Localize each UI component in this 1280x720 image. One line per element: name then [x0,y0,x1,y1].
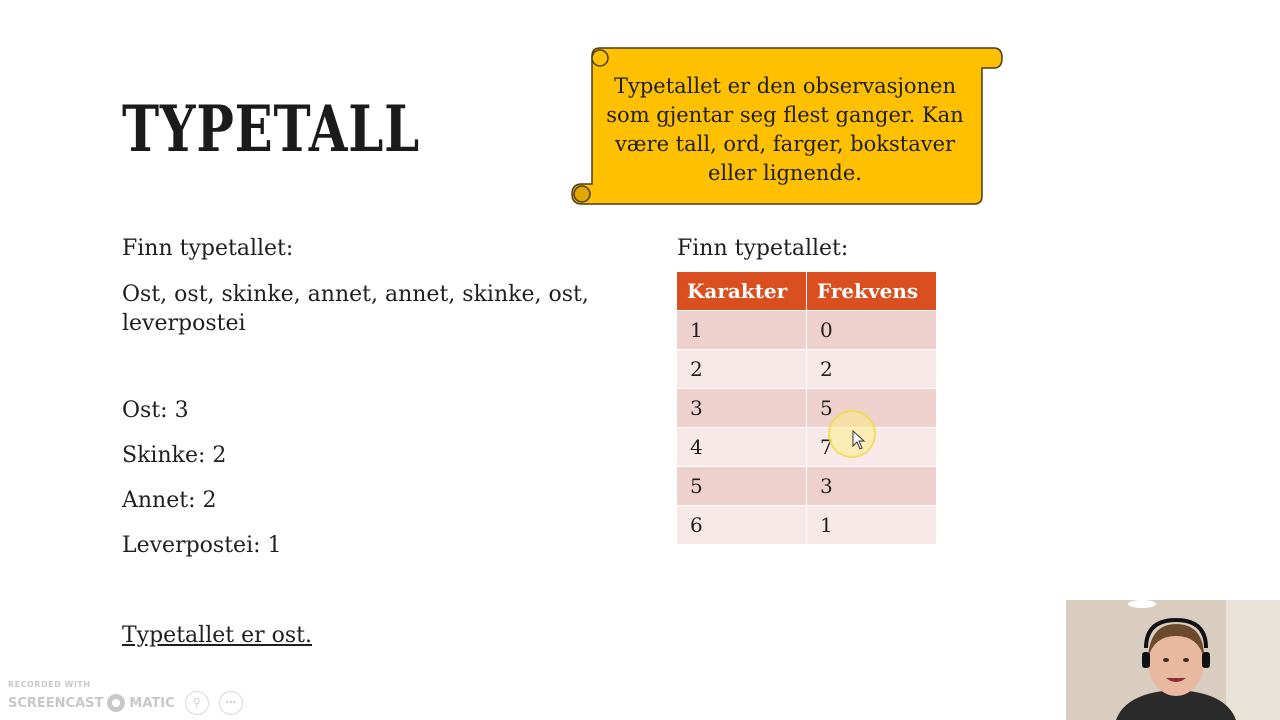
table-row [677,467,937,506]
observation-list: Ost, ost, skinke, annet, annet, skinke, ost, leverpostei [122,282,589,336]
left-heading: Finn typetallet: [122,236,294,261]
table-row [677,389,937,428]
header-karakter: Karakter [677,272,807,311]
table-cell: 1 [677,311,807,350]
slide-title: TYPETALL [122,92,420,167]
table-row [677,350,937,389]
table-cell: 5 [677,467,807,506]
table-cell: 5 [807,389,937,428]
count-leverpostei: Leverpostei: 1 [122,533,282,558]
more-options-icon[interactable]: ⋯ [219,691,243,715]
watermark-caption: RECORDED WITH [8,680,91,689]
count-skinke: Skinke: 2 [122,443,227,468]
webcam-presenter-image [1066,600,1280,720]
screencastomatic-logo-icon [107,694,125,712]
watermark-brand-left: SCREENCAST [8,695,104,711]
table-row [677,428,937,467]
definition-text: Typetallet er den observasjonen som gjentar seg flest ganger. Kan være tall, ord, farger, bokstaver eller lignende. [606,74,964,185]
mouse-pointer-icon [852,430,866,450]
table-cell: 4 [677,428,807,467]
watermark-brand-right: MATIC [129,695,175,711]
frequency-table [677,272,937,544]
right-heading: Finn typetallet: [677,236,849,261]
table-row [677,506,937,545]
webcam-overlay [1066,600,1280,720]
table-cell: 3 [807,467,937,506]
table-header-row [677,272,937,311]
count-annet: Annet: 2 [122,488,217,513]
header-frekvens: Frekvens [807,272,937,311]
table-cell: 2 [677,350,807,389]
table-cell: 1 [807,506,937,545]
table-cell: 7 [807,428,937,467]
answer-text: Typetallet er ost. [122,623,312,648]
table-cell: 3 [677,389,807,428]
table-cell: 2 [807,350,937,389]
table-cell: 6 [677,506,807,545]
definition-scroll [570,46,1004,206]
recorder-watermark [8,680,243,715]
table-cell: 0 [807,311,937,350]
count-ost: Ost: 3 [122,398,189,423]
table-row [677,311,937,350]
zoom-icon[interactable]: ⚲ [185,691,209,715]
